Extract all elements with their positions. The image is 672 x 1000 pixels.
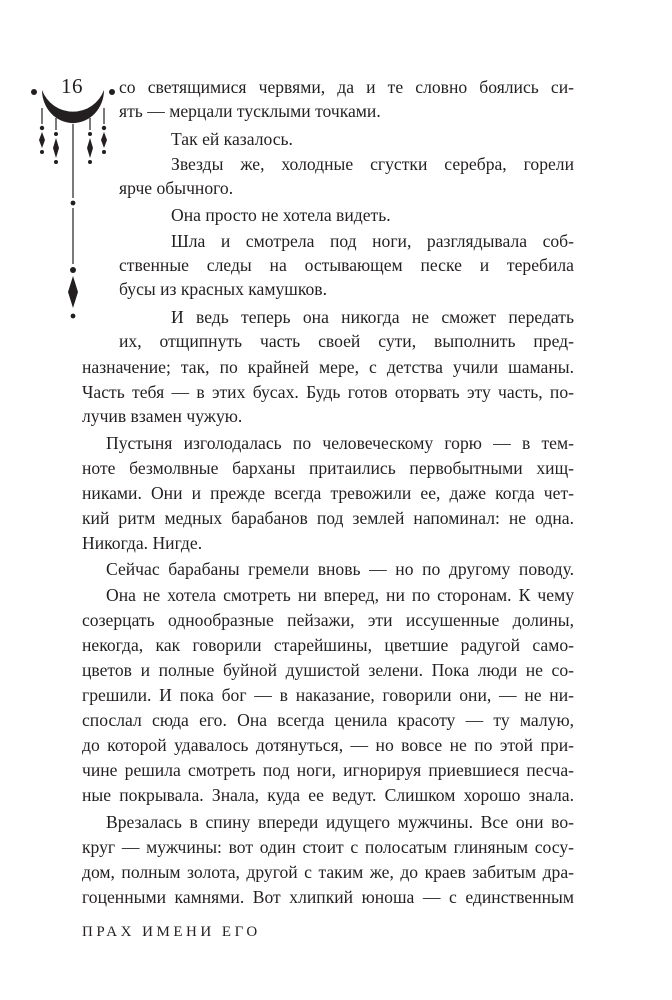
running-footer-title: ПРАХ ИМЕНИ ЕГО — [82, 924, 261, 940]
text-line: Часть тебя — в этих бусах. Будь готов оторвать эту часть, по- — [82, 382, 574, 402]
text-line: Шла и смотрела под ноги, разглядывала соб- — [171, 231, 574, 251]
text-line: кий ритм медных барабанов под землей напоминал: не одна. — [82, 508, 574, 528]
text-line: бусы из красных камушков. — [119, 279, 327, 299]
text-line: Сейчас барабаны гремели вновь — но по другому поводу. — [106, 559, 574, 579]
text-line: Пустыня изголодалась по человеческому горю — в тем- — [106, 433, 574, 453]
text-line: их, отщипнуть часть своей сути, выполнить пред- — [119, 331, 574, 351]
text-line: чине решила смотреть под ноги, игнорируя приевшиеся песча- — [82, 760, 574, 780]
text-line: спослал сюда его. Она всегда ценила красоту — ту малую, — [82, 710, 574, 730]
text-line: Звезды же, холодные сгустки серебра, горели — [171, 154, 574, 174]
text-line: со светящимися червями, да и те словно боялись си- — [119, 77, 574, 97]
text-line: никами. Они и прежде всегда тревожили ее, даже когда чет- — [82, 483, 574, 503]
text-line: созерцать однообразные пейзажи, эти иссушенные долины, — [82, 610, 574, 630]
text-line: ственные следы на остывающем песке и теребила — [119, 255, 574, 275]
text-line: ные покрывала. Знала, куда ее ведут. Слишком хорошо знала. — [82, 785, 574, 805]
page-number: 16 — [61, 74, 83, 98]
text-line: некогда, как говорили старейшины, цветшие радугой само- — [82, 635, 574, 655]
text-line: ярче обычного. — [119, 178, 234, 198]
text-line: до которой удавалось дотянуться, — но вовсе не по этой при- — [82, 735, 574, 755]
text-line: Она просто не хотела видеть. — [171, 205, 391, 225]
text-line: круг — мужчины: вот один стоит с полосатым глиняным сосу- — [82, 837, 574, 857]
text-line: грешили. И пока бог — в наказание, говорили они, — не ни- — [82, 685, 574, 705]
text-line: Она не хотела смотреть ни вперед, ни по сторонам. К чему — [106, 585, 574, 605]
text-line: И ведь теперь она никогда не сможет передать — [171, 307, 574, 327]
text-line: Врезалась в спину впереди идущего мужчины. Все они во- — [106, 812, 574, 832]
text-line: дом, полным золота, другой с таким же, до краев забитым дра- — [82, 862, 574, 882]
text-line: Так ей казалось. — [171, 129, 293, 149]
text-line: лучив взамен чужую. — [82, 406, 243, 426]
text-line: назначение; так, по крайней мере, с детства учили шаманы. — [82, 357, 574, 377]
text-line: цветов и полные буйной душистой зелени. Пока люди не со- — [82, 660, 574, 680]
text-line: гоценными камнями. Вот хлипкий юноша — с единственным — [82, 887, 574, 907]
text-line: ять — мерцали тусклыми точками. — [119, 101, 381, 121]
text-line: Никогда. Нигде. — [82, 533, 203, 553]
text-line: ноте безмолвные барханы притаились первобытными хищ- — [82, 458, 574, 478]
